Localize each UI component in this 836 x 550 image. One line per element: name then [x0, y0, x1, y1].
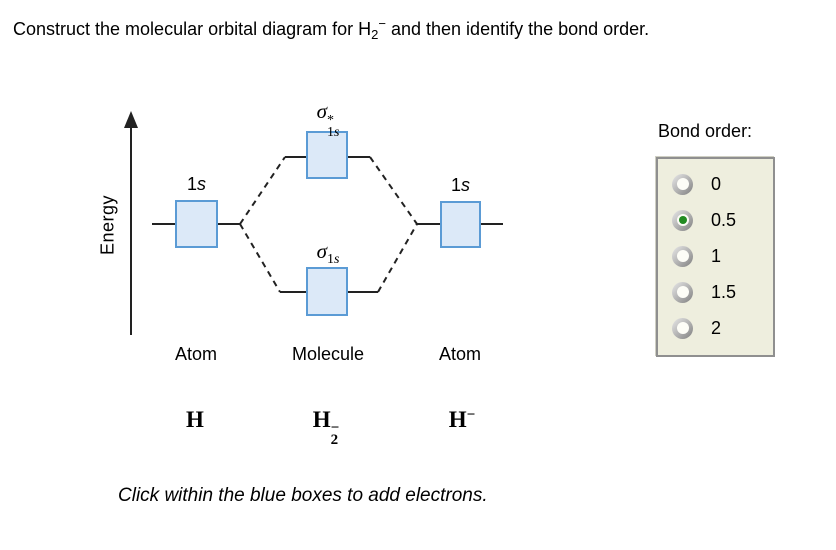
- left-1s-letter: s: [197, 174, 206, 194]
- species-label-h-minus: [432, 407, 492, 433]
- sigma-label: [305, 239, 351, 268]
- species-right-superscript: −: [466, 407, 476, 423]
- radio-button-icon[interactable]: [672, 318, 693, 339]
- sigma-star-sub-letter: s: [333, 125, 340, 140]
- sigma-sub-num: 1: [326, 252, 334, 267]
- column-label-atom-right: Atom: [438, 344, 481, 364]
- radio-inner: [677, 322, 689, 334]
- column-label-molecule: Molecule: [291, 344, 365, 364]
- bond-order-panel: [656, 157, 775, 357]
- species-right-base: H: [448, 407, 467, 432]
- bond-order-option[interactable]: [658, 166, 773, 202]
- title-formula-subscript: 2: [371, 27, 379, 42]
- bond-order-option[interactable]: [658, 202, 773, 238]
- bond-order-option[interactable]: [658, 238, 773, 274]
- radio-button-icon[interactable]: [672, 246, 693, 267]
- radio-inner: [677, 214, 689, 226]
- orbital-box-left-1s[interactable]: [176, 201, 217, 247]
- species-left-base: H: [186, 407, 204, 432]
- sigma-star-sub-num: 1: [326, 125, 334, 140]
- species-middle-base: H: [312, 407, 331, 432]
- orbital-box-sigma[interactable]: [307, 268, 347, 315]
- title-formula-base: H: [358, 19, 372, 39]
- radio-button-icon[interactable]: [672, 174, 693, 195]
- dashed-connector-left-top: [240, 157, 285, 224]
- sigma-star-symbol: σ: [316, 99, 327, 123]
- sigma-symbol: σ: [316, 239, 327, 263]
- instruction-text: Click within the blue boxes to add electrons.: [118, 485, 488, 506]
- right-1s-label: [441, 175, 480, 196]
- left-1s-label: [176, 174, 217, 195]
- dashed-connector-left-bottom: [240, 224, 280, 292]
- species-label-h2-minus: [296, 407, 356, 448]
- sigma-sub-letter: s: [333, 252, 340, 267]
- title-prefix: Construct the molecular orbital diagram for: [13, 19, 359, 39]
- energy-axis-arrowhead-icon: [124, 111, 138, 128]
- right-1s-num: 1: [450, 175, 461, 195]
- sigma-star-asterisk: *: [326, 113, 334, 128]
- dashed-connector-right-bottom: [378, 224, 417, 292]
- column-label-atom-left: Atom: [174, 344, 217, 364]
- species-middle-superscript: −: [330, 420, 340, 436]
- radio-inner: [677, 250, 689, 262]
- species-middle-subscript: 2: [330, 432, 339, 448]
- left-1s-num: 1: [186, 174, 197, 194]
- radio-inner: [677, 286, 689, 298]
- bond-order-option-label: 2: [711, 317, 722, 338]
- bond-order-option-label: 1: [711, 245, 722, 266]
- title-suffix: and then identify the bond order.: [385, 19, 650, 39]
- bond-order-option-label: 0: [711, 173, 722, 194]
- sigma-star-label: [305, 99, 351, 140]
- energy-axis-label: Energy: [97, 194, 118, 256]
- radio-inner: [677, 178, 689, 190]
- bond-order-option[interactable]: [658, 274, 773, 310]
- title-formula-superscript: −: [378, 16, 386, 31]
- dashed-connector-right-top: [370, 157, 417, 224]
- radio-button-icon[interactable]: [672, 282, 693, 303]
- bond-order-heading: Bond order:: [658, 121, 753, 141]
- species-label-h: [165, 407, 225, 433]
- right-1s-letter: s: [461, 175, 470, 195]
- orbital-box-right-1s[interactable]: [441, 202, 480, 247]
- radio-button-icon[interactable]: [672, 210, 693, 231]
- bond-order-option[interactable]: [658, 310, 773, 346]
- bond-order-option-label: 0.5: [711, 209, 737, 230]
- bond-order-option-label: 1.5: [711, 281, 737, 302]
